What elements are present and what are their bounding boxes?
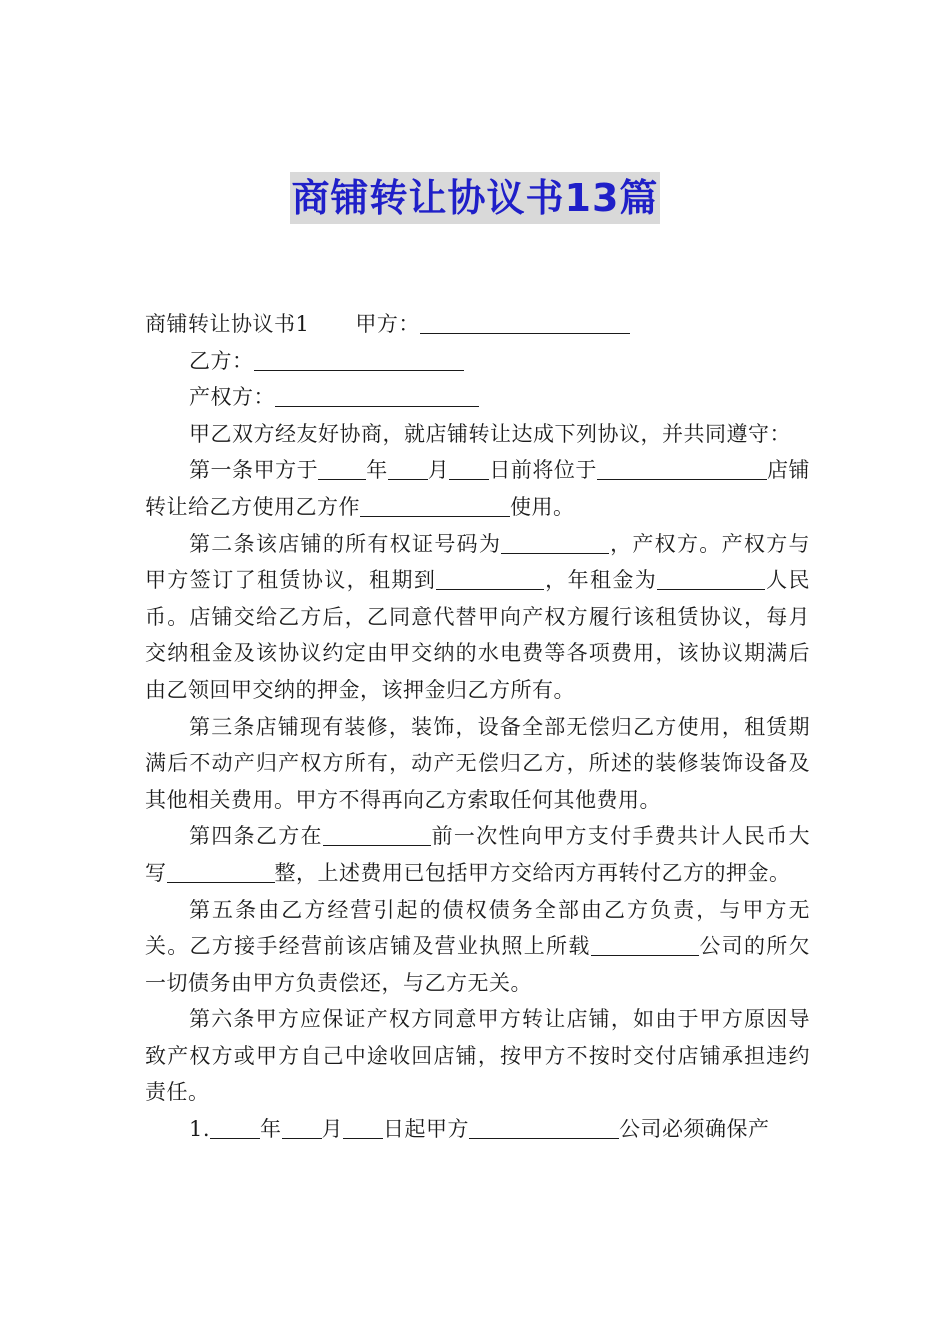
article-1-text-4: 日前将位于: [489, 458, 597, 483]
blank: [436, 568, 544, 590]
party-a-blank: [420, 312, 630, 334]
blank: [318, 458, 366, 480]
item-1-text-3: 月: [321, 1117, 344, 1142]
article-1-text-1: 第一条甲方于: [189, 458, 319, 483]
document-title-wrap: [0, 172, 950, 224]
article-5-text-1: 第五条由乙方经营引起的债权债务全部由乙方负责，与甲方无关。乙方接手经营前该店铺及营业执照上所载: [145, 897, 810, 959]
blank: [360, 495, 510, 517]
article-1: [145, 452, 810, 525]
article-2-text-4: 人民币。店铺交给乙方后，乙同意代替甲向产权方履行该租赁协议，每月交纳租金及该协议约定由甲交纳的水电费等各项费用，该协议期满后由乙领回甲交纳的押金，该押金归乙方所有。: [145, 568, 811, 702]
article-1-text-3: 月: [427, 458, 450, 483]
article-2-text-1: 第二条该店铺的所有权证号码为: [189, 531, 502, 556]
blank: [167, 861, 275, 883]
article-5-text-2: 公司的所欠一切债务由甲方负责偿还，与乙方无关。: [145, 934, 811, 995]
article-1-text-2: 年: [366, 458, 388, 483]
blank: [343, 1117, 383, 1139]
blank: [210, 1117, 260, 1139]
item-1-number: 1.: [189, 1117, 211, 1142]
party-b-line: [145, 343, 810, 380]
blank: [597, 458, 767, 480]
item-1-text-4: 日起甲方: [383, 1117, 470, 1142]
article-4-text-2: 前一次性向甲方支付手费共计人民币大写: [145, 824, 811, 885]
item-1-text-2: 年: [260, 1117, 282, 1142]
section-heading: 商铺转让协议书1: [145, 312, 310, 336]
party-b-blank: [254, 349, 464, 371]
party-b-label: 乙方：: [189, 348, 254, 373]
article-4-text-3: 整，上述费用已包括甲方交给丙方再转付乙方的押金。: [274, 860, 791, 885]
item-1-text-5: 公司必须确保产: [619, 1117, 770, 1142]
blank: [449, 458, 489, 480]
intro-paragraph: 甲乙双方经友好协商，就店铺转让达成下列协议，并共同遵守：: [189, 421, 791, 446]
blank: [591, 934, 699, 956]
article-4-text-1: 第四条乙方在: [189, 824, 323, 849]
article-3: 第三条店铺现有装修，装饰，设备全部无偿归乙方使用，租赁期满后不动产归产权方所有，动产无偿归乙方，所述的装修装饰设备及其他相关费用。甲方不得再向乙方索取任何其他费用。: [145, 714, 810, 812]
owner-label: 产权方：: [189, 385, 275, 410]
item-1: [145, 1111, 810, 1148]
article-2-text-3: ，年租金为: [544, 568, 658, 593]
article-1-text-5: 店铺转让给乙方使用乙方作: [145, 458, 811, 519]
blank: [282, 1117, 322, 1139]
blank: [501, 532, 609, 554]
article-4: [145, 818, 810, 891]
document-body: [145, 306, 810, 1148]
article-2-text-2: ，产权方。产权方与甲方签订了租赁协议，租期到: [145, 531, 811, 593]
blank: [323, 824, 431, 846]
article-6: 第六条甲方应保证产权方同意甲方转让店铺，如由于甲方原因导致产权方或甲方自己中途收回店铺，按甲方不按时交付店铺承担违约责任。: [145, 1007, 810, 1105]
document-title: 商铺转让协议书13篇: [290, 172, 661, 224]
article-1-text-6: 使用。: [510, 494, 575, 519]
owner-blank: [275, 385, 479, 407]
blank: [469, 1117, 619, 1139]
blank: [388, 458, 428, 480]
heading-line: [145, 306, 810, 343]
owner-line: [145, 379, 810, 416]
article-2: [145, 526, 810, 709]
article-5: [145, 892, 810, 1002]
blank: [657, 568, 765, 590]
party-a-label: 甲方：: [355, 312, 420, 336]
